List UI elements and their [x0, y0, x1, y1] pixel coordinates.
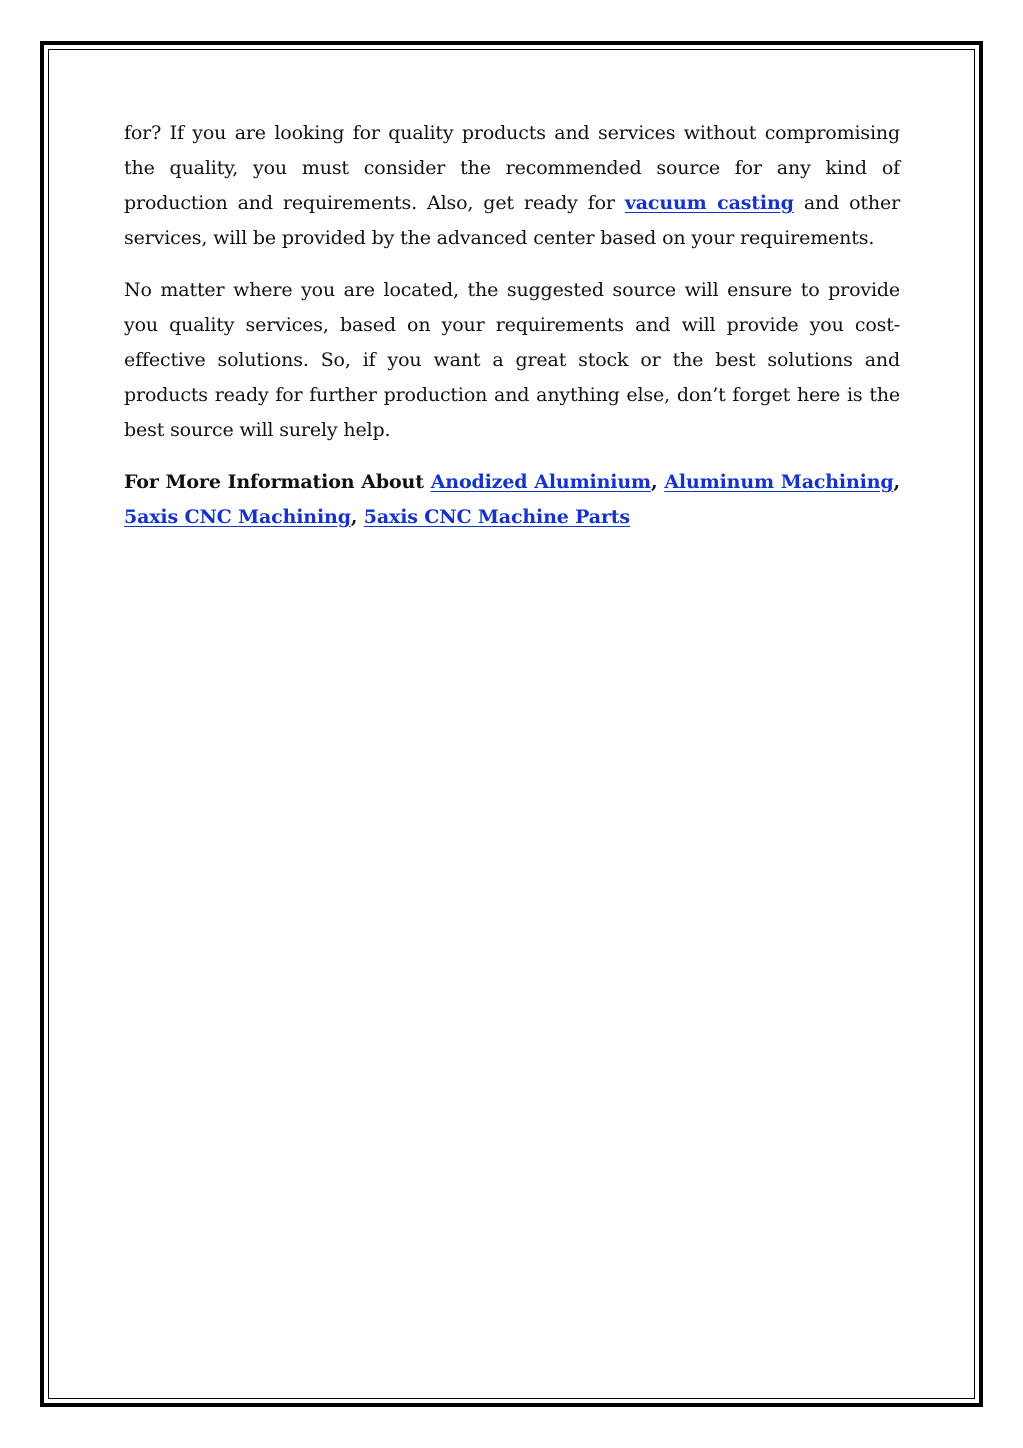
- more-info-paragraph: [124, 465, 900, 535]
- aluminum-machining-link[interactable]: Aluminum Machining: [664, 471, 894, 493]
- paragraph-1: [124, 116, 900, 256]
- paragraph-1-text-after: and other services, will be provided by the advanced center based on your requirements.: [124, 192, 900, 249]
- 5axis-cnc-machine-parts-link[interactable]: 5axis CNC Machine Parts: [363, 506, 630, 528]
- more-info-lead: For More Information About: [124, 471, 431, 493]
- separator: ,: [650, 471, 665, 493]
- document-body: [124, 116, 900, 535]
- vacuum-casting-link[interactable]: vacuum casting: [624, 192, 794, 214]
- paragraph-1-text-before: for? If you are looking for quality products and services without compromising the quality, you must consider the recommended source for any kind of production and requirements. Also, get ready for: [124, 122, 900, 214]
- anodized-aluminium-link[interactable]: Anodized Aluminium: [430, 471, 651, 493]
- separator: ,: [350, 506, 364, 528]
- paragraph-2: No matter where you are located, the suggested source will ensure to provide you quality services, based on your requirements and will provide you cost-effective solutions. So, if you want a great stock or the best solutions and products ready for further production and anything else, don’t forget here is the best source will surely help.: [124, 279, 900, 441]
- 5axis-cnc-machining-link[interactable]: 5axis CNC Machining: [124, 506, 351, 528]
- separator: ,: [893, 471, 900, 493]
